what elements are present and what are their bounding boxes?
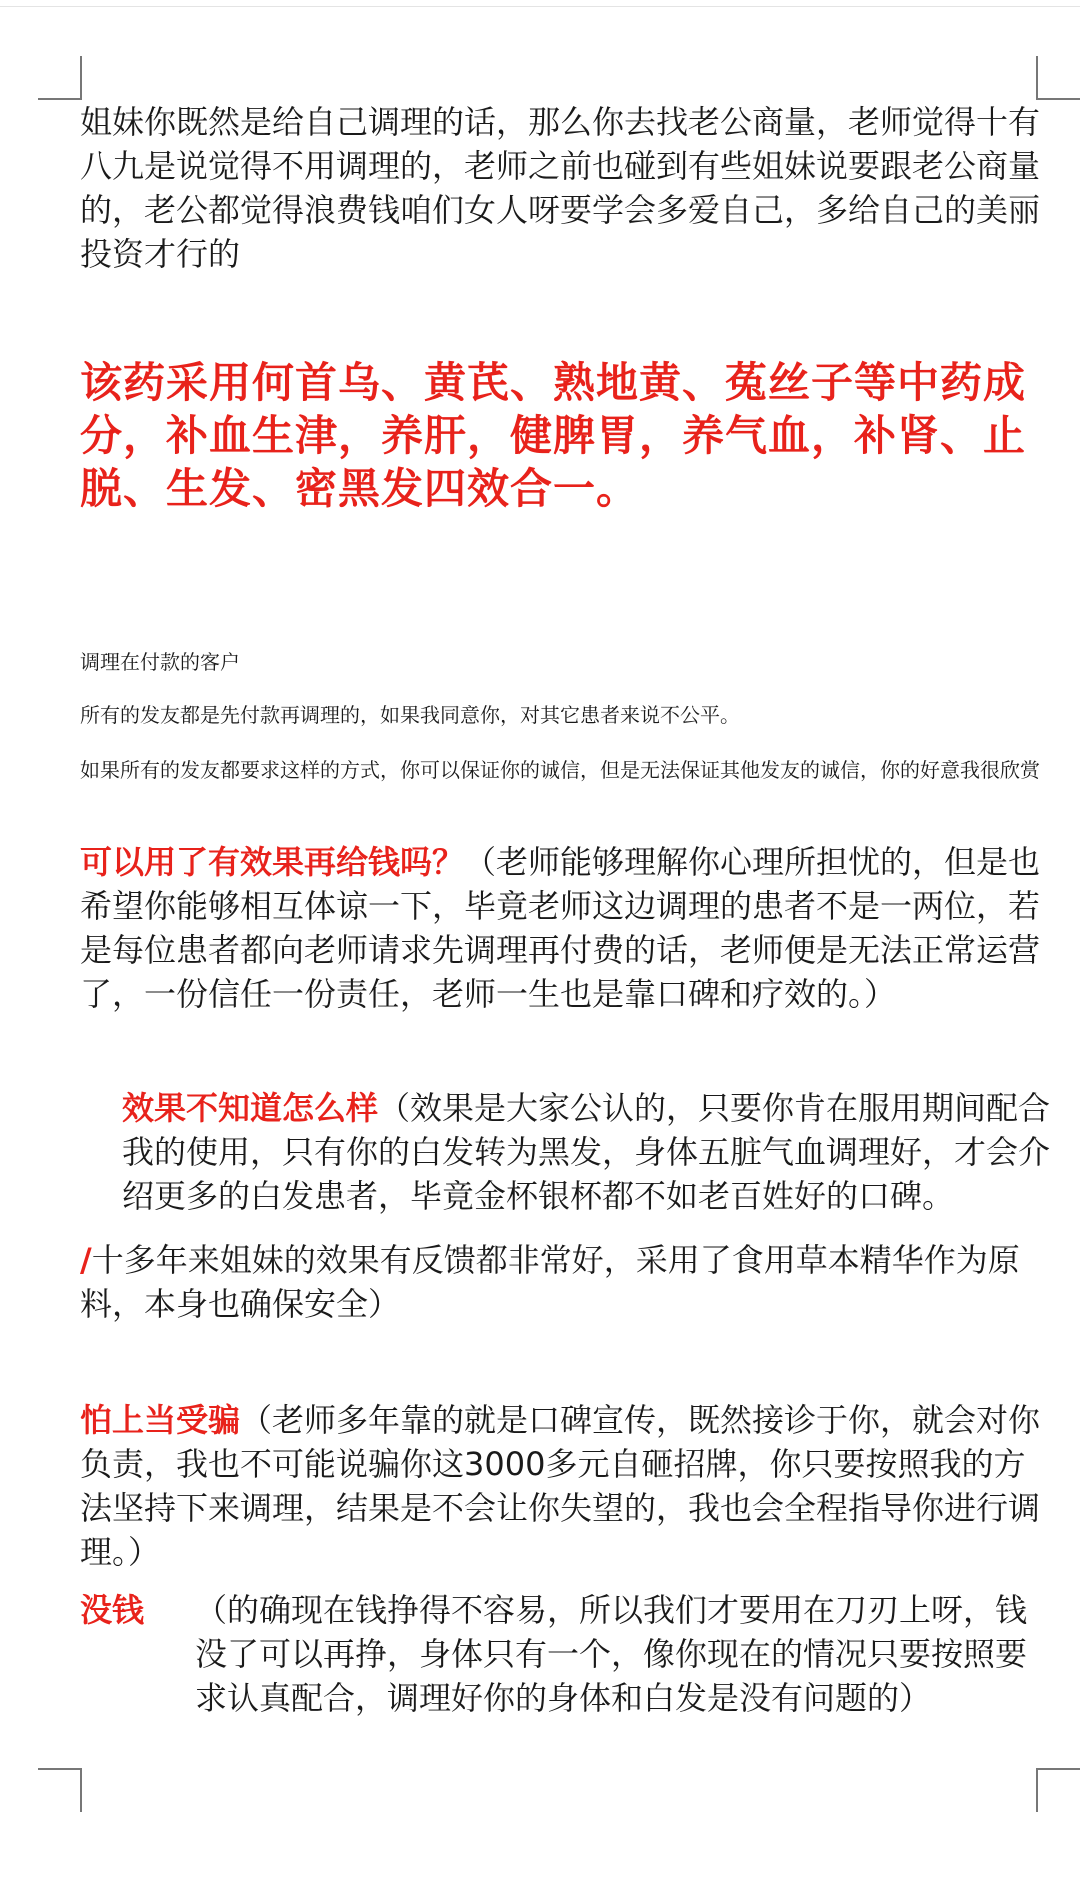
faq-answer: （老师多年靠的就是口碑宣传，既然接诊于你，就会对你负责，我也不可能说骗你这3000多元自砸招牌，你只要按照我的方法坚持下来调理，结果是不会让你失望的，我也会全程指导你进行调理。） xyxy=(80,1401,1041,1571)
faq-answer-no-money: （的确现在钱挣得不容易，所以我们才要用在刀刃上呀，钱没了可以再挣，身体只有一个，像你现在的情况只要按照要求认真配合，调理好你的身体和白发是没有问题的） xyxy=(195,1591,1028,1717)
faq-title-no-money: 没钱 xyxy=(80,1591,145,1629)
faq-title: 怕上当受骗 xyxy=(80,1401,241,1439)
faq-effect-continued xyxy=(80,1238,1050,1326)
faq-effect-unknown xyxy=(122,1086,1052,1218)
faq-answer: （效果是大家公认的，只要你肯在服用期间配合我的使用，只有你的白发转为黑发，身体五脏气血调理好，才会介绍更多的白发患者，毕竟金杯银杯都不如老百姓好的口碑。 xyxy=(122,1089,1051,1215)
slash-mark: / xyxy=(80,1241,92,1279)
faq-title: 效果不知道怎么样 xyxy=(122,1089,379,1127)
highlight-ingredients: 该药采用何首乌、黄芪、熟地黄、菟丝子等中药成分，补血生津，养肝，健脾胃，养气血，补肾、止脱、生发、密黑发四效合一。 xyxy=(80,358,1027,513)
small-paragraph-1: 所有的发友都是先付款再调理的，如果我同意你，对其它患者来说不公平。 xyxy=(80,703,740,727)
paragraph-intro: 姐妹你既然是给自己调理的话，那么你去找老公商量，老师觉得十有八九是说觉得不用调理的，老师之前也碰到有些姐妹说要跟老公商量的，老公都觉得浪费钱咱们女人呀要学会多爱自己，多给自己的美丽投资才行的 xyxy=(80,103,1041,273)
faq-answer: （老师能够理解你心理所担忧的，但是也希望你能够相互体谅一下，毕竟老师这边调理的患者不是一两位，若是每位患者都向老师请求先调理再付费的话，老师便是无法正常运营了，一份信任一份责任，老师一生也是靠口碑和疗效的。） xyxy=(80,843,1041,1013)
small-paragraph-2: 如果所有的发友都要求这样的方式，你可以保证你的诚信，但是无法保证其他发友的诚信，你的好意我很欣赏 xyxy=(80,758,1040,782)
crop-mark-top-left xyxy=(38,56,82,100)
crop-mark-bottom-right xyxy=(1036,1768,1080,1812)
faq-fear-of-fraud xyxy=(80,1398,1050,1574)
crop-mark-top-right xyxy=(1036,56,1080,100)
faq-title: 可以用了有效果再给钱吗？ xyxy=(80,843,465,881)
faq-answer: 十多年来姐妹的效果有反馈都非常好，采用了食用草本精华作为原料，本身也确保安全） xyxy=(80,1241,1020,1323)
crop-mark-bottom-left xyxy=(38,1768,82,1812)
section-heading: 调理在付款的客户 xyxy=(80,650,240,674)
faq-pay-after-effect xyxy=(80,840,1050,1016)
top-divider xyxy=(0,6,1080,7)
